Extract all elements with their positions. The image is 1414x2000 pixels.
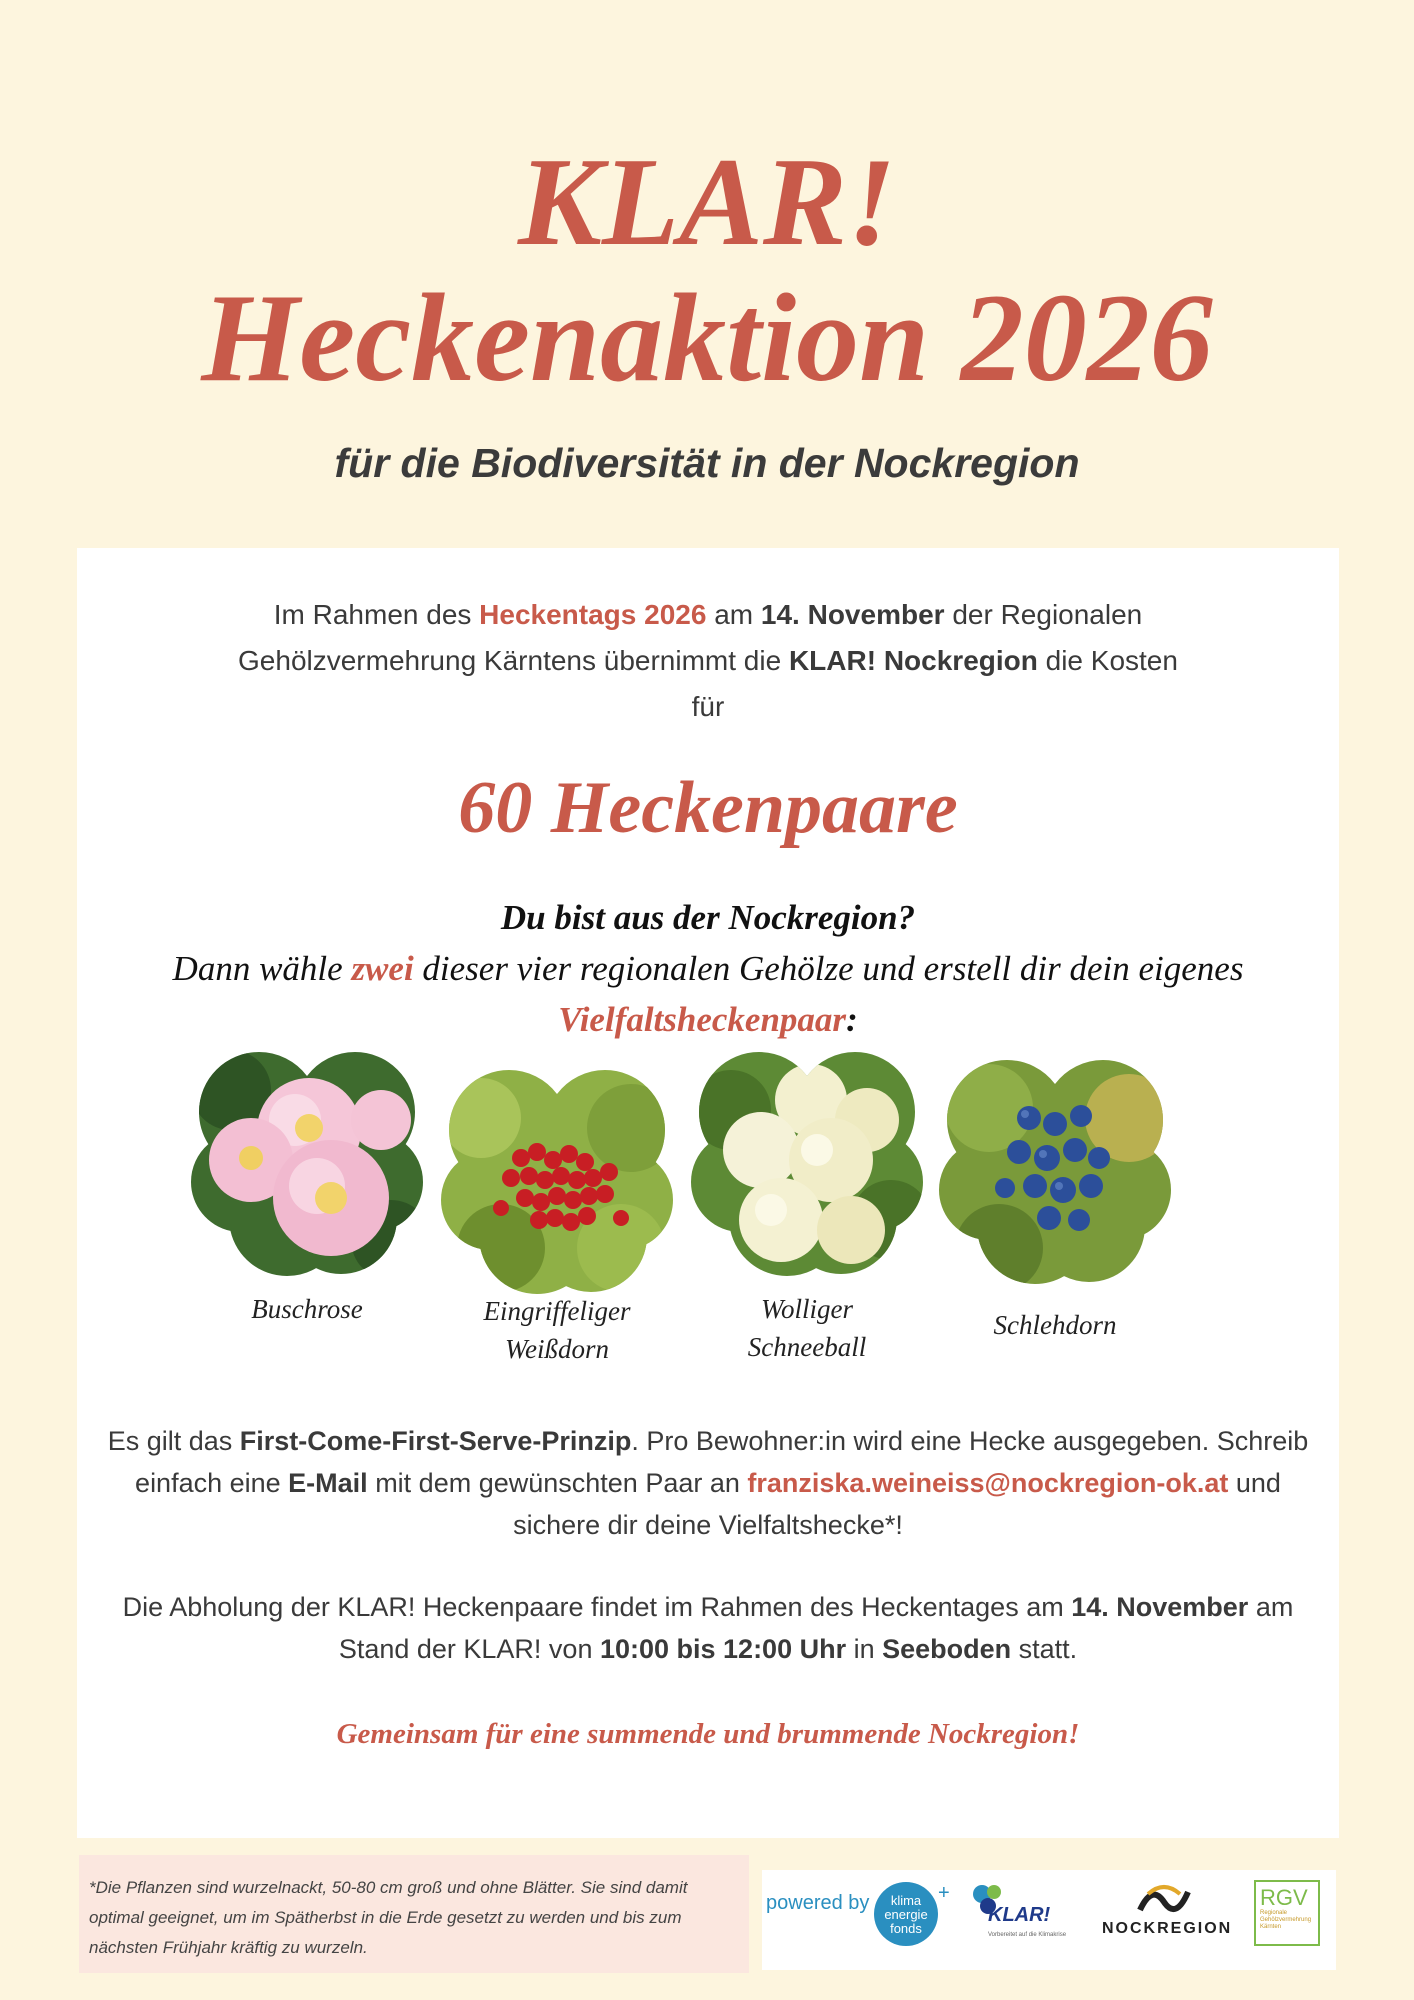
plant-label-line: Eingriffeliger	[483, 1296, 631, 1326]
kef-line: klima	[890, 1893, 922, 1908]
plant-label	[935, 1306, 1175, 1344]
info-part: und sichere dir deine Vielfaltshecke*!	[513, 1468, 1281, 1540]
intro-part: Im Rahmen des	[273, 599, 480, 630]
rgv-logo	[1254, 1880, 1320, 1946]
plant-label-line: Wolliger	[760, 1294, 853, 1324]
question-text	[137, 892, 1279, 1045]
title-line-1: KLAR!	[517, 133, 897, 272]
closing-slogan: Gemeinsam für eine summende und brummende Nockregion!	[336, 1718, 1080, 1750]
intro-highlight: Heckentags 2026	[479, 599, 707, 630]
snowball-icon	[691, 1050, 923, 1276]
klima-energie-fonds-logo	[874, 1882, 938, 1946]
intro-date: 14. November	[760, 599, 945, 630]
kef-line: fonds	[890, 1921, 922, 1936]
klar-logo-text: KLAR!	[988, 1904, 1051, 1926]
info-registration	[107, 1420, 1309, 1546]
intro-part: der Regionalen Gehölzvermehrung Kärntens übernimmt die	[238, 599, 1143, 676]
sponsor-logos	[762, 1870, 1336, 1970]
pickup-time: 10:00 bis 12:00 Uhr	[599, 1634, 847, 1664]
info-part: statt.	[1011, 1634, 1078, 1664]
blackthorn-icon	[939, 1058, 1171, 1284]
info-rule: First-Come-First-Serve-Prinzip	[239, 1426, 632, 1456]
info-part: Es gilt das	[107, 1426, 240, 1456]
kef-line: energie	[884, 1907, 928, 1922]
plant-label	[437, 1292, 677, 1368]
plant-label-line: Schneeball	[747, 1332, 867, 1362]
nockregion-icon	[1134, 1880, 1194, 1920]
content-card	[77, 548, 1339, 1838]
info-part: . Pro Bewohner:in wird eine Hecke ausgegeben. Schreib einfach eine	[135, 1426, 1309, 1498]
info-part: in	[846, 1634, 883, 1664]
plant-label-line: Buschrose	[251, 1294, 363, 1324]
kef-plus: +	[938, 1882, 950, 1904]
pickup-date: 14. November	[1071, 1592, 1249, 1622]
question-line-1: Du bist aus der Nockregion?	[500, 898, 916, 937]
nockregion-logo-text: NOCKREGION	[1102, 1920, 1233, 1937]
info-email-word: E-Mail	[288, 1468, 368, 1498]
intro-part: die Kosten für	[691, 645, 1178, 722]
question-part: Dann wähle	[172, 949, 352, 988]
hawthorn-icon	[441, 1068, 673, 1294]
powered-by-text: powered by	[766, 1892, 870, 1914]
intro-text	[227, 592, 1189, 730]
intro-part: am	[706, 599, 761, 630]
plant-buschrose	[187, 1050, 427, 1328]
question-part: :	[846, 1000, 858, 1039]
pickup-place: Seeboden	[882, 1634, 1012, 1664]
title-line-2: Heckenaktion 2026	[201, 269, 1213, 408]
plant-schlehdorn	[935, 1058, 1175, 1344]
subtitle: für die Biodiversität in der Nockregion	[334, 440, 1080, 486]
klar-logo-subtitle: Vorbereitet auf die Klimakrise	[988, 1932, 1067, 1938]
plant-label	[687, 1290, 927, 1366]
question-line-2	[137, 943, 1279, 1045]
question-highlight: zwei	[351, 949, 414, 988]
question-highlight-2: Vielfaltsheckenpaar	[558, 1000, 847, 1039]
info-part: mit dem gewünschten Paar an	[367, 1468, 748, 1498]
info-part: Die Abholung der KLAR! Heckenpaare findet im Rahmen des Heckentages am	[122, 1592, 1072, 1622]
plant-weissdorn	[437, 1068, 677, 1368]
info-pickup	[107, 1586, 1309, 1670]
plant-label	[187, 1290, 427, 1328]
footnote: *Die Pflanzen sind wurzelnackt, 50-80 cm groß und ohne Blätter. Sie sind damit optimal geeignet, um im Spätherbst in die Erde gesetzt zu werden und bis zum nächsten Frühjahr kräftig zu wurzeln.	[79, 1855, 749, 1973]
plant-label-line: Schlehdorn	[993, 1310, 1117, 1340]
info-part: am Stand der KLAR! von	[338, 1592, 1294, 1664]
rgv-logo-text: RGV	[1260, 1885, 1308, 1910]
email-link[interactable]: franziska.weineiss@nockregion-ok.at	[747, 1468, 1229, 1498]
headline: 60 Heckenpaare	[458, 767, 958, 849]
intro-org: KLAR! Nockregion	[788, 645, 1038, 676]
rgv-logo-subtitle: Regionale Gehölzvermehrung Kärnten	[1260, 1910, 1312, 1930]
wild-rose-icon	[191, 1050, 423, 1276]
question-part: dieser vier regionalen Gehölze und erstell dir dein eigenes	[413, 949, 1244, 988]
plant-label-line: Weißdorn	[504, 1334, 609, 1364]
plant-schneeball	[687, 1050, 927, 1366]
